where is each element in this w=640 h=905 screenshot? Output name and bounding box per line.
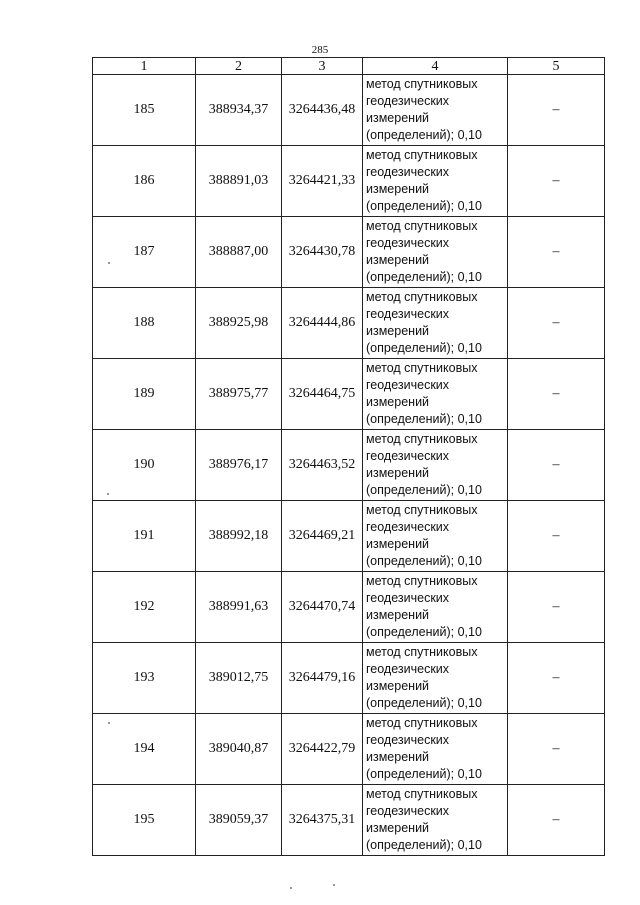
method-cell <box>363 430 508 501</box>
y-coordinate-cell: 3264421,33 <box>282 146 363 217</box>
scan-speck <box>108 262 110 264</box>
method-line: измерений <box>366 466 430 480</box>
y-coordinate-cell: 3264463,52 <box>282 430 363 501</box>
method-line: (определений); 0,10 <box>366 838 482 852</box>
method-line: метод спутниковых <box>366 148 478 162</box>
table-row <box>93 714 605 785</box>
header-col-2: 2 <box>196 58 282 75</box>
method-line: геодезических <box>366 94 450 108</box>
x-coordinate-cell: 388991,63 <box>196 572 282 643</box>
y-coordinate-cell: 3264436,48 <box>282 75 363 146</box>
table-row <box>93 572 605 643</box>
point-number-cell: 190 <box>93 430 196 501</box>
header-row <box>93 58 605 75</box>
table-row <box>93 643 605 714</box>
method-line: метод спутниковых <box>366 219 478 233</box>
method-line: измерений <box>366 679 430 693</box>
method-cell <box>363 359 508 430</box>
method-cell <box>363 217 508 288</box>
method-cell <box>363 75 508 146</box>
method-cell <box>363 643 508 714</box>
note-cell: – <box>508 785 605 856</box>
header-col-4: 4 <box>363 58 508 75</box>
x-coordinate-cell: 388976,17 <box>196 430 282 501</box>
page-number: 285 <box>311 44 329 56</box>
point-number-cell: 185 <box>93 75 196 146</box>
x-coordinate-cell: 388975,77 <box>196 359 282 430</box>
method-line: (определений); 0,10 <box>366 696 482 710</box>
x-coordinate-cell: 389012,75 <box>196 643 282 714</box>
table-body <box>93 75 605 856</box>
method-line: геодезических <box>366 378 450 392</box>
method-line: (определений); 0,10 <box>366 483 482 497</box>
method-cell <box>363 146 508 217</box>
method-line: геодезических <box>366 449 450 463</box>
method-line: измерений <box>366 182 430 196</box>
method-line: геодезических <box>366 520 450 534</box>
header-col-5: 5 <box>508 58 605 75</box>
scan-speck <box>107 493 109 495</box>
y-coordinate-cell: 3264470,74 <box>282 572 363 643</box>
method-line: метод спутниковых <box>366 290 478 304</box>
x-coordinate-cell: 388992,18 <box>196 501 282 572</box>
note-cell: – <box>508 643 605 714</box>
table-row <box>93 217 605 288</box>
method-line: (определений); 0,10 <box>366 199 482 213</box>
point-number-cell: 189 <box>93 359 196 430</box>
method-line: измерений <box>366 395 430 409</box>
scan-speck <box>108 722 110 724</box>
table-row <box>93 785 605 856</box>
header-col-1: 1 <box>93 58 196 75</box>
note-cell: – <box>508 288 605 359</box>
method-line: геодезических <box>366 733 450 747</box>
coordinates-table <box>92 57 605 856</box>
method-line: метод спутниковых <box>366 574 478 588</box>
method-line: метод спутниковых <box>366 503 478 517</box>
method-line: (определений); 0,10 <box>366 554 482 568</box>
method-line: (определений); 0,10 <box>366 625 482 639</box>
note-cell: – <box>508 359 605 430</box>
method-line: метод спутниковых <box>366 361 478 375</box>
method-line: геодезических <box>366 662 450 676</box>
note-cell: – <box>508 430 605 501</box>
method-cell <box>363 501 508 572</box>
y-coordinate-cell: 3264375,31 <box>282 785 363 856</box>
method-line: метод спутниковых <box>366 432 478 446</box>
scan-speck <box>333 884 335 886</box>
method-line: измерений <box>366 537 430 551</box>
method-line: метод спутниковых <box>366 787 478 801</box>
point-number-cell: 186 <box>93 146 196 217</box>
y-coordinate-cell: 3264479,16 <box>282 643 363 714</box>
y-coordinate-cell: 3264430,78 <box>282 217 363 288</box>
method-line: (определений); 0,10 <box>366 128 482 142</box>
method-line: (определений); 0,10 <box>366 767 482 781</box>
method-cell <box>363 714 508 785</box>
note-cell: – <box>508 146 605 217</box>
method-line: геодезических <box>366 307 450 321</box>
method-line: метод спутниковых <box>366 645 478 659</box>
method-line: измерений <box>366 324 430 338</box>
note-cell: – <box>508 75 605 146</box>
point-number-cell: 192 <box>93 572 196 643</box>
method-line: измерений <box>366 750 430 764</box>
y-coordinate-cell: 3264469,21 <box>282 501 363 572</box>
table-row <box>93 430 605 501</box>
point-number-cell: 193 <box>93 643 196 714</box>
y-coordinate-cell: 3264464,75 <box>282 359 363 430</box>
method-cell <box>363 572 508 643</box>
note-cell: – <box>508 572 605 643</box>
x-coordinate-cell: 389040,87 <box>196 714 282 785</box>
method-line: метод спутниковых <box>366 77 478 91</box>
method-line: измерений <box>366 821 430 835</box>
x-coordinate-cell: 388891,03 <box>196 146 282 217</box>
point-number-cell: 195 <box>93 785 196 856</box>
method-line: измерений <box>366 111 430 125</box>
point-number-cell: 187 <box>93 217 196 288</box>
method-line: геодезических <box>366 236 450 250</box>
point-number-cell: 194 <box>93 714 196 785</box>
method-line: (определений); 0,10 <box>366 341 482 355</box>
note-cell: – <box>508 217 605 288</box>
x-coordinate-cell: 388925,98 <box>196 288 282 359</box>
scan-speck <box>290 887 292 889</box>
method-line: измерений <box>366 608 430 622</box>
point-number-cell: 191 <box>93 501 196 572</box>
note-cell: – <box>508 714 605 785</box>
x-coordinate-cell: 388887,00 <box>196 217 282 288</box>
x-coordinate-cell: 389059,37 <box>196 785 282 856</box>
method-line: геодезических <box>366 804 450 818</box>
note-cell: – <box>508 501 605 572</box>
y-coordinate-cell: 3264444,86 <box>282 288 363 359</box>
table-row <box>93 146 605 217</box>
method-line: измерений <box>366 253 430 267</box>
method-line: (определений); 0,10 <box>366 412 482 426</box>
y-coordinate-cell: 3264422,79 <box>282 714 363 785</box>
method-line: метод спутниковых <box>366 716 478 730</box>
table-row <box>93 75 605 146</box>
method-line: (определений); 0,10 <box>366 270 482 284</box>
point-number-cell: 188 <box>93 288 196 359</box>
method-cell <box>363 288 508 359</box>
method-line: геодезических <box>366 591 450 605</box>
table-row <box>93 288 605 359</box>
x-coordinate-cell: 388934,37 <box>196 75 282 146</box>
header-col-3: 3 <box>282 58 363 75</box>
table-row <box>93 501 605 572</box>
table-row <box>93 359 605 430</box>
method-cell <box>363 785 508 856</box>
method-line: геодезических <box>366 165 450 179</box>
